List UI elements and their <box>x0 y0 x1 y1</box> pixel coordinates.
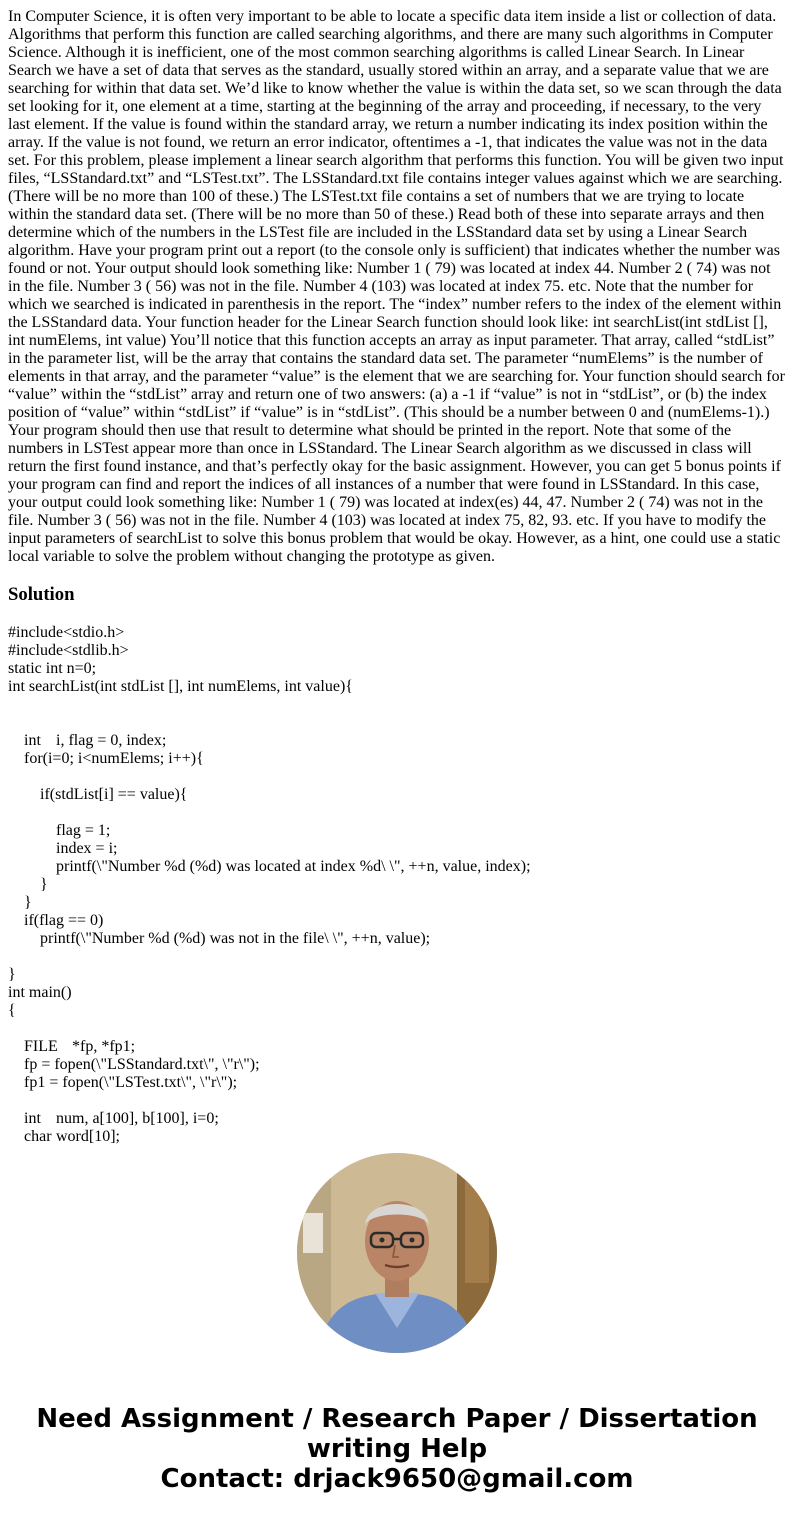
problem-statement: In Computer Science, it is often very important to be able to locate a specific data item inside a list or collection of data. Algorithms that perform this function are called searching algorithms, and there are many such algorithms in Computer Science. Although it is inefficient, one of the most common searching algorithms is called Linear Search. In Linear Search we have a set of data that serves as the standard, usually stored within an array, and a separate value that we are searching for within that data set. We’d like to know whether the value is within the data set, so we scan through the data set looking for it, one element at a time, starting at the beginning of the array and proceeding, if necessary, to the very last element. If the value is found within the standard array, we return a number indicating its index position within the array. If the value is not found, we return an error indicator, oftentimes a -1, that indicates the value was not in the data set. For this problem, please implement a linear search algorithm that performs this function. You will be given two input files, “LSStandard.txt” and “LSTest.txt”. The LSStandard.txt file contains integer values against which we are searching. (There will be no more than 100 of these.) The LSTest.txt file contains a set of numbers that we are trying to locate within the standard data set. (There will be no more than 50 of these.) Read both of these into separate arrays and then determine which of the numbers in the LSTest file are included in the LSStandard data set by using a Linear Search algorithm. Have your program print out a report (to the console only is sufficient) that indicates whether the number was found or not. Your output should look something like: Number 1 ( 79) was located at index 44. Number 2 ( 74) was not in the file. Number 3 ( 56) was not in the file. Number 4 (103) was located at index 75. etc. Note that the number for which we searched is indicated in parenthesis in the report. The “index” number refers to the index of the element within the LSStandard data. Your function header for the Linear Search function should look like: int searchList(int stdList [], int numElems, int value) You’ll notice that this function accepts an array as input parameter. That array, called “stdList” in the parameter list, will be the array that contains the standard data set. The parameter “numElems” is the number of elements in that array, and the parameter “value” is the element that we are searching for. Your function should search for “value” within the “stdList” array and return one of two answers: (a) a -1 if “value” is not in “stdList”, or (b) the index position of “value” within “stdList” if “value” is in “stdList”. (This should be a number between 0 and (numElems-1).) Your program should then use that result to determine what should be printed in the report. Note that some of the numbers in LSTest appear more than once in LSStandard. The Linear Search algorithm as we discussed in class will return the first found instance, and that’s perfectly okay for the basic assignment. However, you can get 5 bonus points if your program can find and report the indices of all instances of a number that were found in LSStandard. In this case, your output could look something like: Number 1 ( 79) was located at index(es) 44, 47. Number 2 ( 74) was not in the file. Number 3 ( 56) was not in the file. Number 4 (103) was located at index 75, 82, 93. etc. If you have to modify the input parameters of searchList to solve this bonus problem that would be okay. However, as a hint, one could use a static local variable to solve the problem without changing the prototype as given. <box>8 8 785 565</box>
solution-heading: Solution <box>8 584 75 605</box>
document-page <box>8 8 786 1152</box>
promo-banner <box>0 1153 794 1494</box>
person-portrait-icon <box>297 1153 497 1353</box>
promo-line-1: Need Assignment / Research Paper / Dissertation <box>36 1404 758 1434</box>
avatar <box>297 1153 497 1353</box>
contact-line: Contact: drjack9650@gmail.com <box>160 1464 634 1494</box>
promo-line-2: writing Help <box>306 1434 488 1464</box>
promo-text <box>0 1404 794 1494</box>
code-viewport <box>8 624 786 1152</box>
solution-code: #include<stdio.h> #include<stdlib.h> static int n=0; int searchList(int stdList [], int numElems, int value){ int i, flag = 0, index; for(i=0; i<numElems; i++){ if(stdList[i] == value){ flag = 1; index = i; printf(\"Number %d (%d) was located at index %d\ \", ++n, value, index); } } if(flag == 0) printf(\"Number %d (%d) was not in the file\ \", ++n, value); } int main() { FILE *fp, *fp1; fp = fopen(\"LSStandard.txt\", \"r\"); fp1 = fopen(\"LSTest.txt\", \"r\"); int num, a[100], b[100], i=0; char word[10]; <box>8 624 531 1145</box>
